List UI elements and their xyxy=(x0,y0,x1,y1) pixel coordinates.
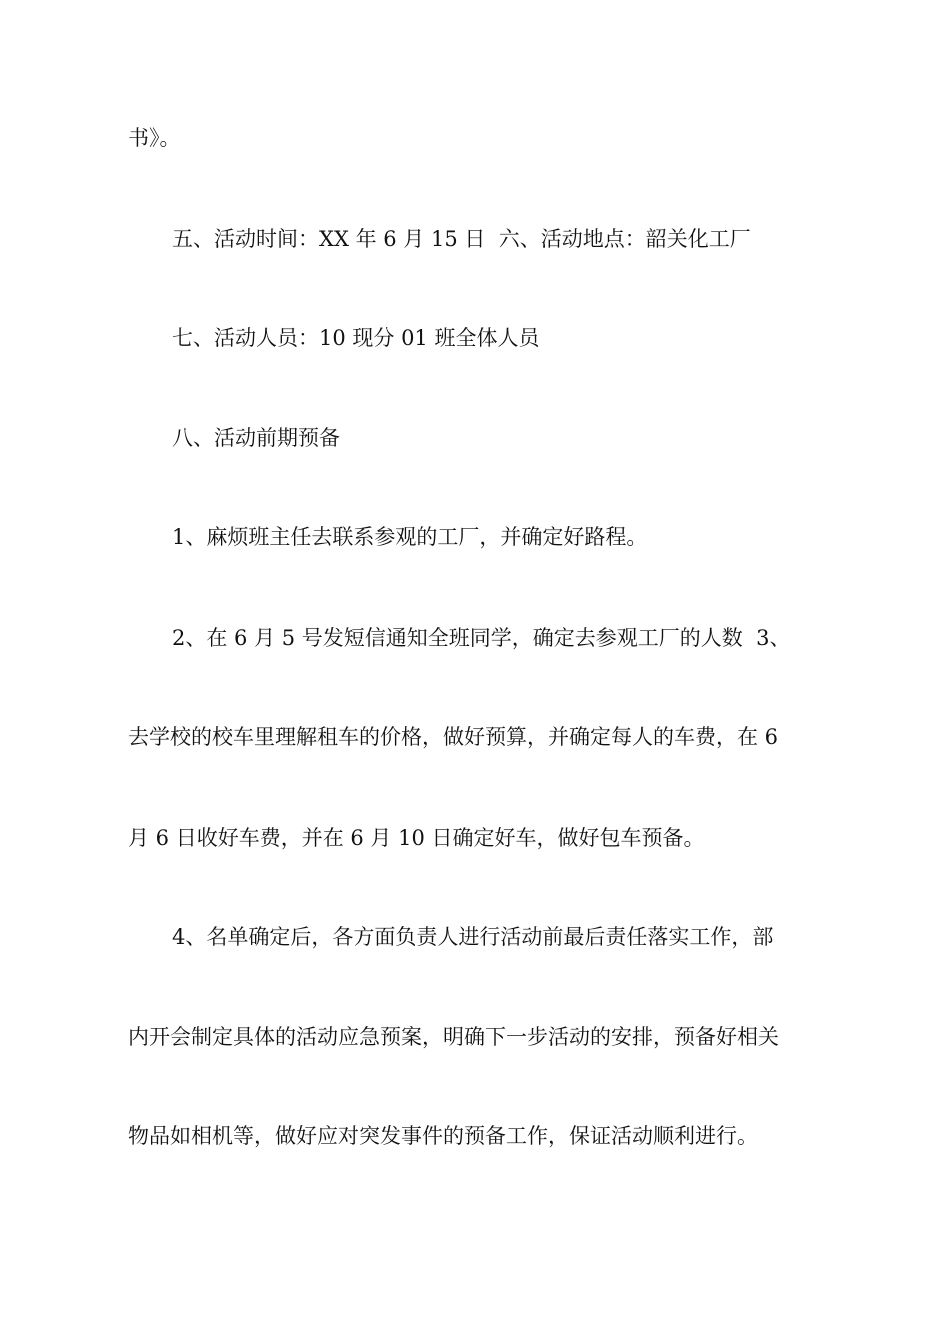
paragraph-line: 书》。 xyxy=(128,126,181,150)
list-item-1: 1、麻烦班主任去联系参观的工厂，并确定好路程。 xyxy=(172,525,648,549)
list-item-4: 4、名单确定后，各方面负责人进行活动前最后责任落实工作，部 xyxy=(172,925,774,949)
section-time-location: 五、活动时间：XX 年 6 月 15 日 六、活动地点：韶关化工厂 xyxy=(172,227,751,251)
paragraph-line: 去学校的校车里理解租车的价格，做好预算，并确定每人的车费，在 6 xyxy=(128,725,779,749)
section-participants: 七、活动人员：10 现分 01 班全体人员 xyxy=(172,326,540,350)
list-item-2: 2、在 6 月 5 号发短信通知全班同学，确定去参观工厂的人数 3、 xyxy=(172,626,791,650)
paragraph-line: 月 6 日收好车费，并在 6 月 10 日确定好车，做好包车预备。 xyxy=(128,826,705,850)
section-heading-preparation: 八、活动前期预备 xyxy=(172,426,340,450)
paragraph-line: 内开会制定具体的活动应急预案，明确下一步活动的安排，预备好相关 xyxy=(128,1025,779,1049)
paragraph-line: 物品如相机等，做好应对突发事件的预备工作，保证活动顺利进行。 xyxy=(128,1124,758,1148)
